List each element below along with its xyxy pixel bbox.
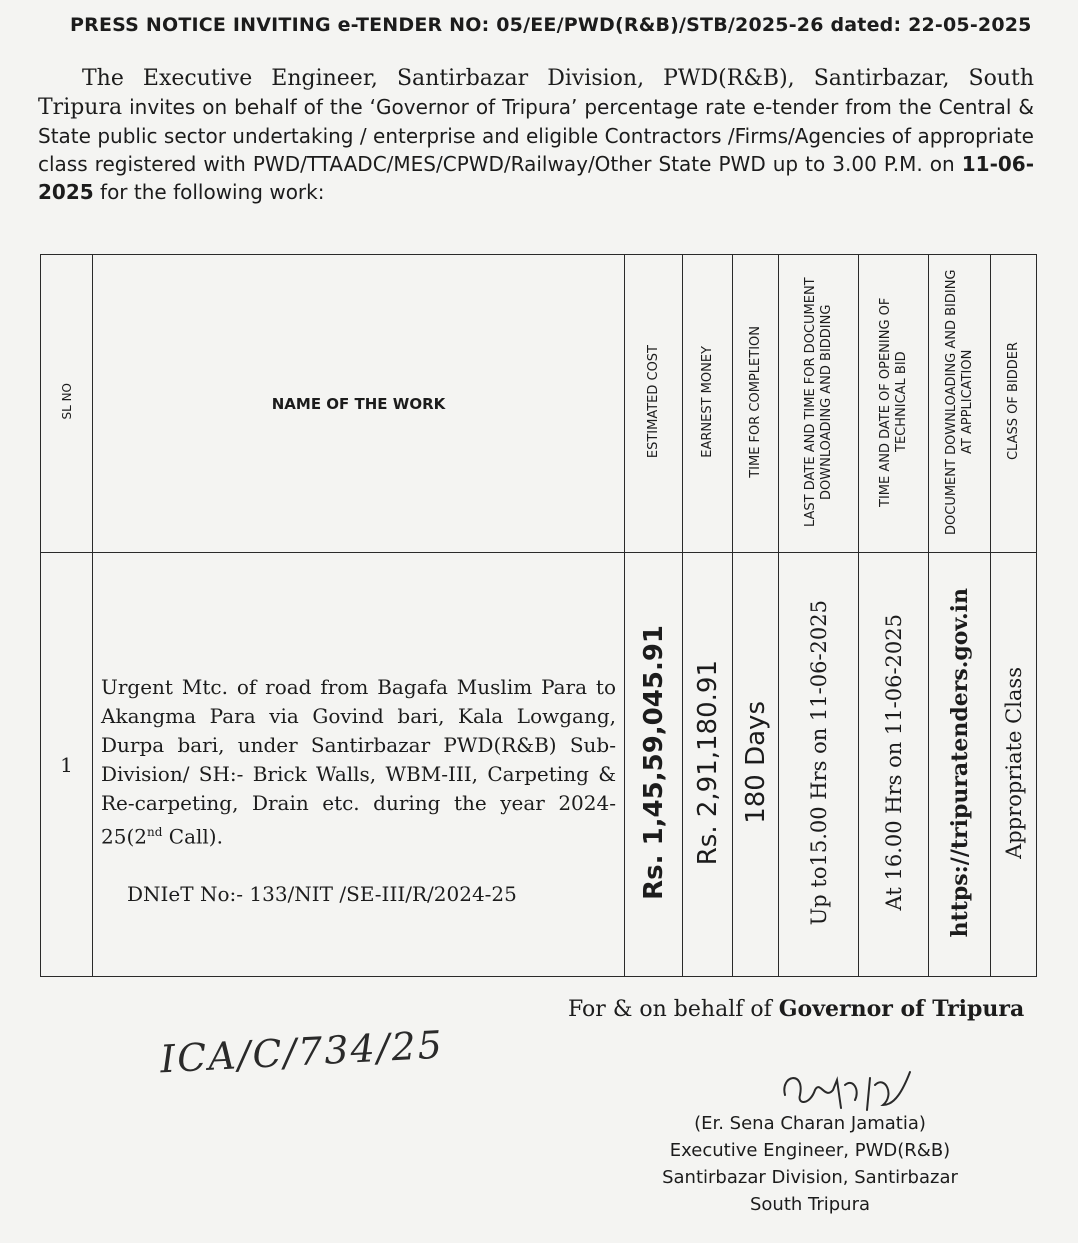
cell-class: Appropriate Class	[991, 553, 1037, 977]
header-time-completion: TIME FOR COMPLETION	[733, 255, 779, 553]
cell-download: https://tripuratenders.gov.in	[929, 553, 991, 977]
header-estimated-cost: ESTIMATED COST	[625, 255, 683, 553]
intro-issuer: The Executive Engineer, Santirbazar Division, PWD(R&B), Santirbazar, South Tripura	[38, 66, 1034, 120]
dniet-number: DNIeT No:- 133/NIT /SE-III/R/2024-25	[127, 881, 517, 906]
cell-time-completion: 180 Days	[733, 553, 779, 977]
cell-sl-no: 1	[41, 553, 93, 977]
cell-opening: At 16.00 Hrs on 11-06-2025	[859, 553, 929, 977]
header-sl-no: SL NO	[41, 255, 93, 553]
header-class: CLASS OF BIDDER	[991, 255, 1037, 553]
cell-name-of-work	[93, 553, 625, 977]
signer-title: Executive Engineer, PWD(R&B)	[669, 1140, 951, 1161]
header-download: DOCUMENT DOWNLOADING AND BIDING AT APPLICATION	[929, 255, 991, 553]
notice-title: PRESS NOTICE INVITING e-TENDER NO: 05/EE/PWD(R&B)/STB/2025-26 dated: 22-05-2025	[70, 14, 1032, 36]
intro-deadline-date: 11-06-2025	[38, 152, 1035, 204]
cell-last-date: Up to15.00 Hrs on 11-06-2025	[779, 553, 859, 977]
intro-end: for the following work:	[100, 180, 325, 204]
notice-intro	[38, 64, 1034, 206]
cell-earnest-money: Rs. 2,91,180.91	[683, 553, 733, 977]
cell-estimated-cost: Rs. 1,45,59,045.91	[625, 553, 683, 977]
signatory-block	[600, 1110, 1020, 1218]
on-behalf-line: For & on behalf of Governor of Tripura	[568, 996, 1025, 1022]
header-earnest-money: EARNEST MONEY	[683, 255, 733, 553]
signer-name: (Er. Sena Charan Jamatia)	[694, 1113, 926, 1134]
table-row	[41, 553, 1037, 977]
header-last-date: LAST DATE AND TIME FOR DOCUMENT DOWNLOADING AND BIDDING	[779, 255, 859, 553]
signer-district: South Tripura	[749, 1194, 871, 1215]
handwritten-reference: ICA/C/734/25	[159, 1022, 445, 1082]
work-description: Urgent Mtc. of road from Bagafa Muslim Para to Akangma Para via Govind bari, Kala Lowgang, Durpa bari, under Santirbazar PWD(R&B) Sub- Division/ SH:- Brick Walls, WBM-III, Carpeting & Re-carpeting, Drain etc. during the year 2024-25(2nd Call).	[101, 675, 616, 849]
table-header-row	[41, 255, 1037, 553]
signer-division: Santirbazar Division, Santirbazar	[662, 1167, 958, 1188]
header-opening: TIME AND DATE OF OPENING OF TECHNICAL BID	[859, 255, 929, 553]
intro-body: invites on behalf of the ‘Governor of Tripura’ percentage rate e-tender from the Central & State public sector undertaking / enterprise and eligible Contractors /Firms/Agencies of appropriate class registered with PWD/TTAADC/MES/CPWD/Railway/Other State PWD up to 3.00 P.M. on	[38, 95, 1034, 176]
header-name-of-work: NAME OF THE WORK	[93, 255, 625, 553]
tender-table	[40, 254, 1037, 977]
